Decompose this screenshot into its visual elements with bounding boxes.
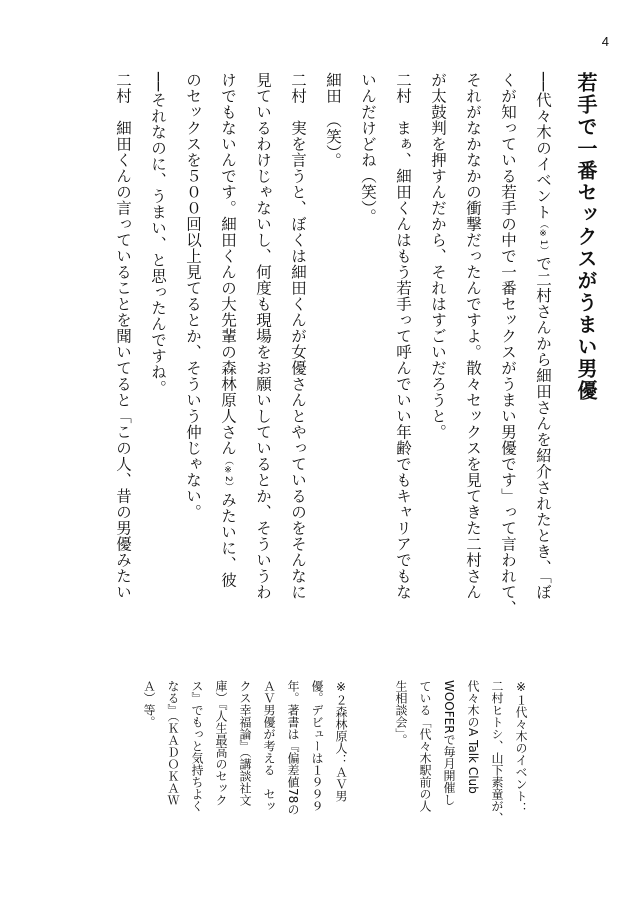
- footnote-1-line: 代々木のA Talk Club: [466, 680, 480, 794]
- text-line-10-end: みたいに、彼: [219, 491, 237, 588]
- text-line-10: [210, 72, 245, 632]
- footnote-1-line: WOOFERで毎月開催し: [442, 680, 456, 806]
- text-line-6: いんだけどね（笑）。: [359, 72, 377, 225]
- footnote-2-line: クス幸福論』（講談社文: [238, 680, 252, 806]
- text-line-7: 細田 （笑）。: [324, 72, 342, 169]
- text-line-2: くが知っている若手の中で一番セックスがうまい男優です」って言われて、: [499, 72, 517, 616]
- text-line-5: 二村 まぁ、細田くんはもう若手って呼んでいい年齢でもキャリアでもな: [394, 72, 412, 600]
- text-line-1-start: ──代々木のイベント: [534, 72, 552, 220]
- text-line-13: 二村 細田くんの言っていることを聞いてると「この人、昔の男優みたい: [114, 72, 132, 600]
- text-line-10-start: けでもないんです。細田くんの大先輩の森林原人さん: [219, 72, 237, 456]
- footnote-2-line: 庫）『人生最高のセック: [214, 680, 228, 806]
- footnote-1-line: 二村ヒトシ、山下素童が、: [490, 680, 504, 824]
- footnote-1-line: 生相談会」。: [394, 680, 408, 746]
- footnote-2: [137, 680, 353, 880]
- footnote-ref-2: （※2）: [223, 456, 233, 492]
- footnote-2-line: ※２森林原人：ＡＶ男: [334, 680, 348, 802]
- section-heading: 若手で一番セックスがうまい男優: [574, 72, 598, 402]
- footnote-2-line: 優。デビューは１９９９: [310, 680, 324, 812]
- footnotes: [101, 680, 533, 880]
- footnote-1-line: ている「代々木駅前の人: [418, 680, 432, 812]
- text-line-12: ──それなのに、うまい、と思ったんですね。: [149, 72, 167, 396]
- text-line-1-end: で二村さんから細田さんを紹介されたとき、「ぼ: [534, 255, 552, 600]
- footnote-1-line: ※１代々木のイベント：: [514, 680, 528, 814]
- footnote-2-line: ＡＶ男優が考える セッ: [262, 680, 276, 812]
- main-text: [105, 72, 603, 632]
- text-line-9: 見ているわけじゃないし、何度も現場をお願いしているとか、そういうわ: [254, 72, 272, 600]
- page-number: 4: [601, 34, 609, 49]
- footnote-2-line: なる』（ＫＡＤＯＫＡＷ: [166, 680, 180, 806]
- text-line-1: [525, 72, 560, 632]
- footnote-2-line: 年。著書は『偏差値78の: [286, 680, 300, 816]
- footnote-2-line: Ａ）等。: [142, 680, 156, 728]
- text-line-3: それがなかなかの衝撃だったんですよ。散々セックスを見てきた二村さん: [464, 72, 482, 600]
- footnote-ref-1: （※1）: [538, 219, 548, 256]
- footnote-2-line: ス』でもっと気持ちよく: [190, 680, 204, 812]
- text-line-11: のセックスを５００回以上見てるとか、そういう仲じゃない。: [184, 72, 202, 520]
- footnote-1: [389, 680, 533, 880]
- text-line-8: 二村 実を言うと、ぼくは細田くんが女優さんとやっているのをそんなに: [289, 72, 307, 600]
- text-line-4: が太鼓判を押すんだから、それはすごいだろうと。: [429, 72, 447, 440]
